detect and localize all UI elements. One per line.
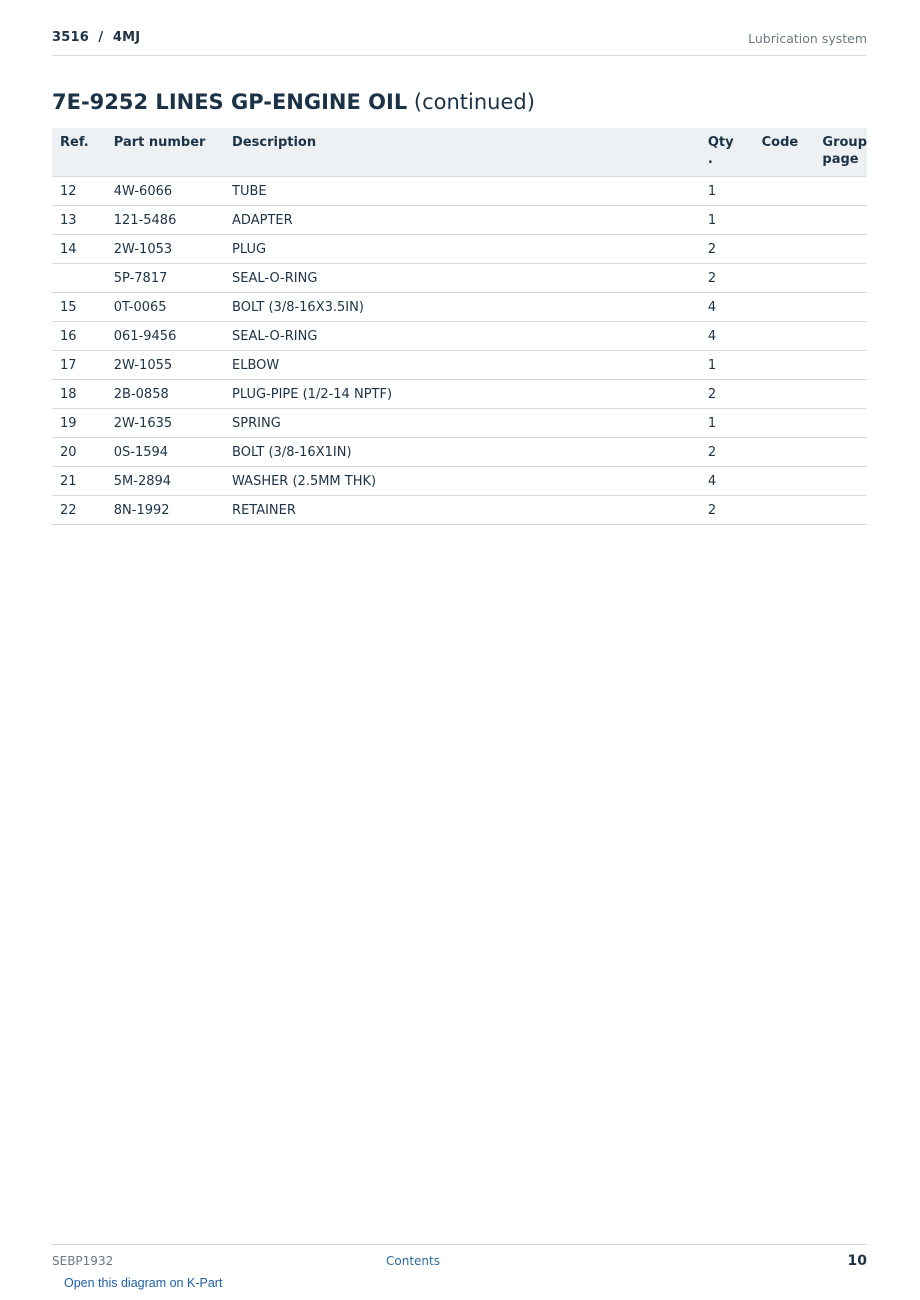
cell-qty: 2 [700, 235, 754, 264]
cell-description: PLUG [224, 235, 700, 264]
parts-table [52, 128, 867, 525]
cell-code [754, 496, 815, 525]
cell-description: WASHER (2.5MM THK) [224, 467, 700, 496]
cell-code [754, 438, 815, 467]
cell-qty: 1 [700, 206, 754, 235]
column-header-ref: Ref. [52, 128, 106, 177]
cell-description: ADAPTER [224, 206, 700, 235]
page-footer [52, 1244, 867, 1275]
parts-table-body [52, 177, 867, 525]
cell-group-page [814, 264, 867, 293]
cell-group-page [814, 322, 867, 351]
model-label: 3516 / 4MJ [52, 30, 141, 45]
cell-group-page [814, 351, 867, 380]
cell-part-number: 0S-1594 [106, 438, 224, 467]
cell-code [754, 380, 815, 409]
cell-ref [52, 264, 106, 293]
cell-qty: 4 [700, 467, 754, 496]
cell-group-page [814, 293, 867, 322]
cell-ref: 18 [52, 380, 106, 409]
cell-group-page [814, 438, 867, 467]
column-header-description: Description [224, 128, 700, 177]
cell-description: SPRING [224, 409, 700, 438]
section-label: Lubrication system [748, 31, 867, 46]
cell-part-number: 0T-0065 [106, 293, 224, 322]
cell-ref: 17 [52, 351, 106, 380]
column-header-code: Code [754, 128, 815, 177]
column-header-group-page: Group page [814, 128, 867, 177]
cell-group-page [814, 177, 867, 206]
cell-part-number: 2B-0858 [106, 380, 224, 409]
table-row [52, 351, 867, 380]
cell-description: SEAL-O-RING [224, 322, 700, 351]
cell-description: BOLT (3/8-16X1IN) [224, 438, 700, 467]
cell-code [754, 293, 815, 322]
table-row [52, 496, 867, 525]
cell-ref: 19 [52, 409, 106, 438]
cell-ref: 12 [52, 177, 106, 206]
cell-group-page [814, 496, 867, 525]
table-row [52, 467, 867, 496]
cell-description: BOLT (3/8-16X3.5IN) [224, 293, 700, 322]
page-title [52, 90, 535, 114]
cell-description: PLUG-PIPE (1/2-14 NPTF) [224, 380, 700, 409]
cell-qty: 2 [700, 264, 754, 293]
table-row [52, 293, 867, 322]
cell-group-page [814, 409, 867, 438]
cell-ref: 13 [52, 206, 106, 235]
cell-qty: 1 [700, 351, 754, 380]
table-row [52, 322, 867, 351]
cell-part-number: 5M-2894 [106, 467, 224, 496]
table-row [52, 264, 867, 293]
contents-link[interactable]: Contents [386, 1254, 440, 1268]
column-header-qty: Qty . [700, 128, 754, 177]
cell-part-number: 121-5486 [106, 206, 224, 235]
cell-group-page [814, 467, 867, 496]
cell-ref: 20 [52, 438, 106, 467]
cell-description: SEAL-O-RING [224, 264, 700, 293]
cell-part-number: 2W-1053 [106, 235, 224, 264]
table-row [52, 438, 867, 467]
cell-qty: 2 [700, 496, 754, 525]
cell-qty: 1 [700, 177, 754, 206]
cell-qty: 1 [700, 409, 754, 438]
cell-code [754, 264, 815, 293]
cell-qty: 4 [700, 293, 754, 322]
cell-description: RETAINER [224, 496, 700, 525]
cell-part-number: 2W-1055 [106, 351, 224, 380]
cell-code [754, 235, 815, 264]
cell-part-number: 061-9456 [106, 322, 224, 351]
cell-ref: 16 [52, 322, 106, 351]
column-header-part-number: Part number [106, 128, 224, 177]
cell-code [754, 409, 815, 438]
cell-qty: 2 [700, 380, 754, 409]
table-row [52, 409, 867, 438]
cell-part-number: 4W-6066 [106, 177, 224, 206]
cell-qty: 2 [700, 438, 754, 467]
document-number: SEBP1932 [52, 1254, 114, 1268]
title-continued: (continued) [413, 90, 535, 114]
cell-ref: 14 [52, 235, 106, 264]
table-row [52, 206, 867, 235]
table-header-row [52, 128, 867, 177]
cell-part-number: 2W-1635 [106, 409, 224, 438]
cell-group-page [814, 235, 867, 264]
cell-code [754, 177, 815, 206]
cell-ref: 15 [52, 293, 106, 322]
page-number: 10 [847, 1253, 867, 1269]
cell-group-page [814, 380, 867, 409]
table-row [52, 177, 867, 206]
cell-code [754, 322, 815, 351]
open-in-kpart-link[interactable]: Open this diagram on K-Part [64, 1276, 223, 1290]
cell-group-page [814, 206, 867, 235]
table-row [52, 235, 867, 264]
group-title: 7E-9252 LINES GP-ENGINE OIL [52, 90, 408, 114]
cell-ref: 22 [52, 496, 106, 525]
cell-code [754, 351, 815, 380]
cell-description: ELBOW [224, 351, 700, 380]
cell-code [754, 467, 815, 496]
page-header [52, 28, 867, 56]
cell-qty: 4 [700, 322, 754, 351]
cell-part-number: 8N-1992 [106, 496, 224, 525]
cell-description: TUBE [224, 177, 700, 206]
cell-code [754, 206, 815, 235]
cell-ref: 21 [52, 467, 106, 496]
table-row [52, 380, 867, 409]
cell-part-number: 5P-7817 [106, 264, 224, 293]
